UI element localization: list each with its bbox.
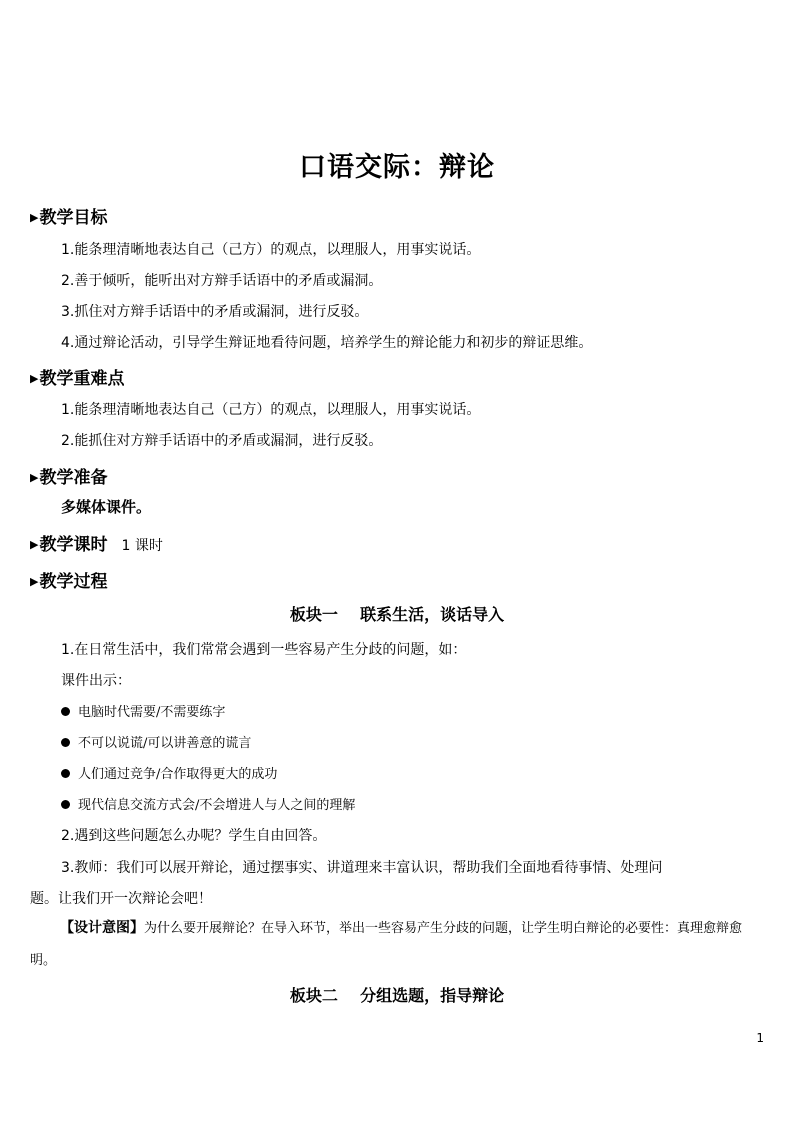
bullet-dot-icon [61,769,70,778]
design-intent-text: 为什么要开展辩论？在导入环节，举出一些容易产生分歧的问题，让学生明白辩论的必要性：真理愈辩愈明。 [30,921,743,968]
triangle-bullet-icon: ▶ [30,538,39,551]
design-intent [30,912,752,977]
triangle-bullet-icon: ▶ [30,471,39,484]
bullet-item-4: 现代信息交流方式会/不会增进人与人之间的理解 [61,794,355,813]
hours-content: 1 课时 [121,538,163,554]
triangle-bullet-icon: ▶ [30,211,39,224]
block1-title: 板块一 联系生活，谈话导入 [289,605,505,624]
page-title: 口语交际：辩论 [299,152,495,183]
goal-item-4: 4.通过辩论活动，引导学生辩证地看待问题，培养学生的辩论能力和初步的辩证思维。 [61,335,593,351]
bullet-item-1: 电脑时代需要/不需要练字 [61,701,225,720]
bullet-dot-icon [61,738,70,747]
bullet-item-2: 不可以说谎/可以讲善意的谎言 [61,732,251,751]
block1-item-3-line1: 3.教师：我们可以展开辩论，通过摆事实、讲道理来丰富认识，帮助我们全面地看待事情、处理问 [61,860,663,876]
bullet-item-3: 人们通过竞争/合作取得更大的成功 [61,763,277,782]
heading-goals: ▶教学目标 [30,208,108,228]
goal-item-2: 2.善于倾听，能听出对方辩手话语中的矛盾或漏洞。 [61,273,383,289]
block1-item-3-line2: 题。让我们开一次辩论会吧！ [30,891,212,907]
design-intent-label: 【设计意图】 [60,920,144,936]
bullet-dot-icon [61,800,70,809]
key-point-item-1: 1.能条理清晰地表达自己（己方）的观点，以理服人，用事实说话。 [61,402,481,418]
preparation-content: 多媒体课件。 [61,498,152,516]
courseware-label: 课件出示： [61,673,131,689]
heading-process: ▶教学过程 [30,572,108,592]
heading-key-points: ▶教学重难点 [30,369,125,389]
page-number: 1 [756,1031,764,1045]
heading-hours: ▶教学课时 1 课时 [30,535,163,555]
bullet-dot-icon [61,707,70,716]
triangle-bullet-icon: ▶ [30,372,39,385]
key-point-item-2: 2.能抓住对方辩手话语中的矛盾或漏洞，进行反驳。 [61,433,383,449]
heading-preparation: ▶教学准备 [30,468,108,488]
block1-intro: 1.在日常生活中，我们常常会遇到一些容易产生分歧的问题，如： [61,642,467,658]
goal-item-1: 1.能条理清晰地表达自己（己方）的观点，以理服人，用事实说话。 [61,242,481,258]
block2-title: 板块二 分组选题，指导辩论 [289,986,505,1005]
block1-item-2: 2.遇到这些问题怎么办呢？学生自由回答。 [61,828,327,844]
goal-item-3: 3.抓住对方辩手话语中的矛盾或漏洞，进行反驳。 [61,304,369,320]
triangle-bullet-icon: ▶ [30,575,39,588]
